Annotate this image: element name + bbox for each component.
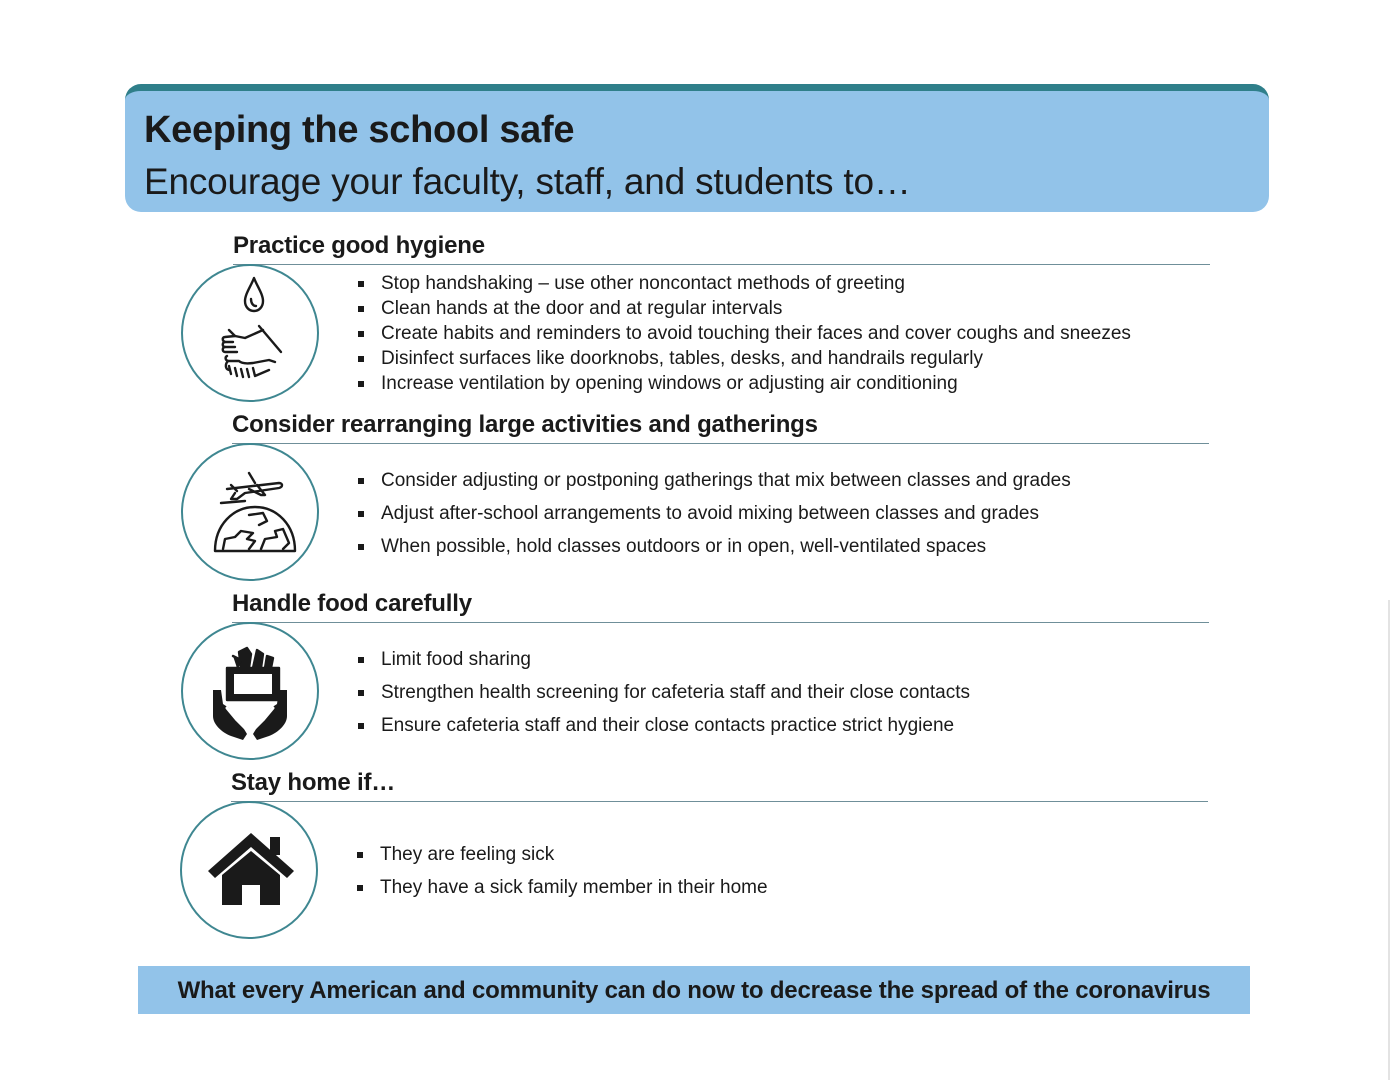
list-item: Increase ventilation by opening windows or adjusting air conditioning <box>357 371 1131 396</box>
globe-airplane-icon <box>181 443 319 581</box>
list-item: Strengthen health screening for cafeteria staff and their close contacts <box>357 676 970 709</box>
list-item: Clean hands at the door and at regular intervals <box>357 296 1131 321</box>
section-divider <box>231 801 1208 802</box>
hand-sanitizer-icon <box>181 264 319 402</box>
food-bullet-list <box>357 643 970 742</box>
gatherings-bullet-list <box>357 464 1071 563</box>
list-item: Disinfect surfaces like doorknobs, tables, desks, and handrails regularly <box>357 346 1131 371</box>
page-subtitle: Encourage your faculty, staff, and students to… <box>144 161 911 202</box>
footer-text: What every American and community can do now to decrease the spread of the coronavirus <box>177 977 1211 1004</box>
list-item: They are feeling sick <box>356 838 768 871</box>
section-title-gatherings: Consider rearranging large activities and gatherings <box>232 411 818 438</box>
list-item: Create habits and reminders to avoid touching their faces and cover coughs and sneezes <box>357 321 1131 346</box>
section-divider <box>233 264 1210 265</box>
header-banner <box>125 84 1269 212</box>
house-icon <box>180 801 318 939</box>
list-item: Ensure cafeteria staff and their close contacts practice strict hygiene <box>357 709 970 742</box>
scan-edge-shadow <box>1388 600 1390 1080</box>
list-item: When possible, hold classes outdoors or in open, well-ventilated spaces <box>357 530 1071 563</box>
section-title-food: Handle food carefully <box>232 590 472 617</box>
section-title-stay-home: Stay home if… <box>231 769 396 796</box>
list-item: Consider adjusting or postponing gatherings that mix between classes and grades <box>357 464 1071 497</box>
list-item: Limit food sharing <box>357 643 970 676</box>
section-divider <box>232 622 1209 623</box>
section-title-hygiene: Practice good hygiene <box>233 232 485 259</box>
hygiene-bullet-list <box>357 271 1131 396</box>
list-item: They have a sick family member in their home <box>356 871 768 904</box>
list-item: Adjust after-school arrangements to avoid mixing between classes and grades <box>357 497 1071 530</box>
page-title: Keeping the school safe <box>144 109 575 151</box>
hands-holding-food-icon <box>181 622 319 760</box>
list-item: Stop handshaking – use other noncontact methods of greeting <box>357 271 1131 296</box>
stay-home-bullet-list <box>356 838 768 904</box>
footer-banner <box>138 966 1250 1014</box>
section-divider <box>232 443 1209 444</box>
